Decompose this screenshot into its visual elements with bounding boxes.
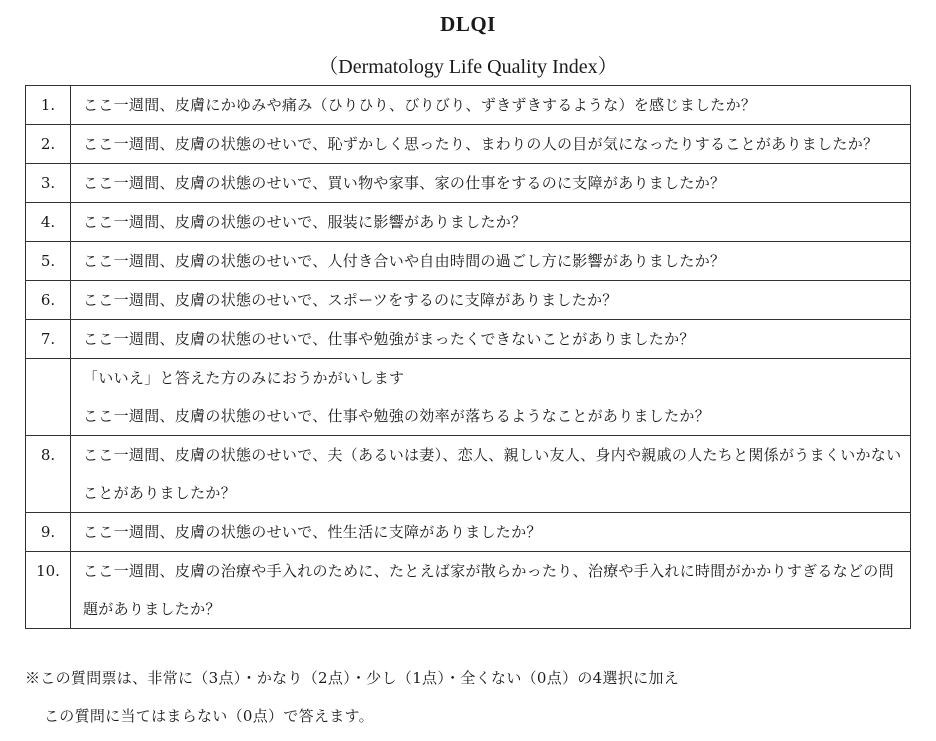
question-text: ここ一週間、皮膚の状態のせいで、夫（あるいは妻）、恋人、親しい友人、身内や親戚の人たちと関係がうまくいかないことがありましたか？ <box>71 436 911 513</box>
table-row <box>26 359 911 436</box>
question-text: ここ一週間、皮膚の状態のせいで、人付き合いや自由時間の過ごし方に影響がありましたか？ <box>71 242 911 281</box>
table-row <box>26 320 911 359</box>
dlqi-question-table <box>25 85 911 629</box>
question-number: 3. <box>26 164 71 203</box>
question-number: 8. <box>26 436 71 513</box>
question-text: ここ一週間、皮膚の状態のせいで、仕事や勉強の効率が落ちるようなことがありましたか？ <box>83 407 711 425</box>
page-subtitle: （Dermatology Life Quality Index） <box>318 56 618 78</box>
table-row <box>26 164 911 203</box>
question-number <box>26 359 71 436</box>
table-row <box>26 436 911 513</box>
question-number: 10. <box>26 552 71 629</box>
question-number: 1. <box>26 86 71 125</box>
question-number: 7. <box>26 320 71 359</box>
table-row <box>26 125 911 164</box>
table-row <box>26 242 911 281</box>
question-text: ここ一週間、皮膚にかゆみや痛み（ひりひり、びりびり、ずきずきするような）を感じましたか？ <box>71 86 911 125</box>
question-text: ここ一週間、皮膚の状態のせいで、買い物や家事、家の仕事をするのに支障がありましたか？ <box>71 164 911 203</box>
question-text: ここ一週間、皮膚の状態のせいで、恥ずかしく思ったり、まわりの人の目が気になったりすることがありましたか？ <box>71 125 911 164</box>
question-text: ここ一週間、皮膚の治療や手入れのために、たとえば家が散らかったり、治療や手入れに時間がかかりすぎるなどの問題がありましたか？ <box>71 552 911 629</box>
scoring-note-continued: この質問に当てはまらない（0点）で答えます。 <box>44 707 374 725</box>
question-number: 6. <box>26 281 71 320</box>
question-number: 2. <box>26 125 71 164</box>
question-number: 5. <box>26 242 71 281</box>
question-text: ここ一週間、皮膚の状態のせいで、性生活に支障がありましたか？ <box>71 513 911 552</box>
question-text: ここ一週間、皮膚の状態のせいで、仕事や勉強がまったくできないことがありましたか？ <box>71 320 911 359</box>
question-number: 4. <box>26 203 71 242</box>
table-row <box>26 552 911 629</box>
page-title: DLQI <box>440 12 496 36</box>
question-number: 9. <box>26 513 71 552</box>
table-row <box>26 281 911 320</box>
question-intro: 「いいえ」と答えた方のみにおうかがいします <box>83 369 405 387</box>
question-text-block <box>71 359 911 436</box>
table-row <box>26 513 911 552</box>
question-text: ここ一週間、皮膚の状態のせいで、服装に影響がありましたか？ <box>71 203 911 242</box>
table-row <box>26 86 911 125</box>
table-row <box>26 203 911 242</box>
scoring-note: ※この質問票は、非常に（3点）・かなり（2点）・少し（1点）・全くない（0点）の4選択に加え <box>25 669 680 687</box>
question-text: ここ一週間、皮膚の状態のせいで、スポーツをするのに支障がありましたか？ <box>71 281 911 320</box>
